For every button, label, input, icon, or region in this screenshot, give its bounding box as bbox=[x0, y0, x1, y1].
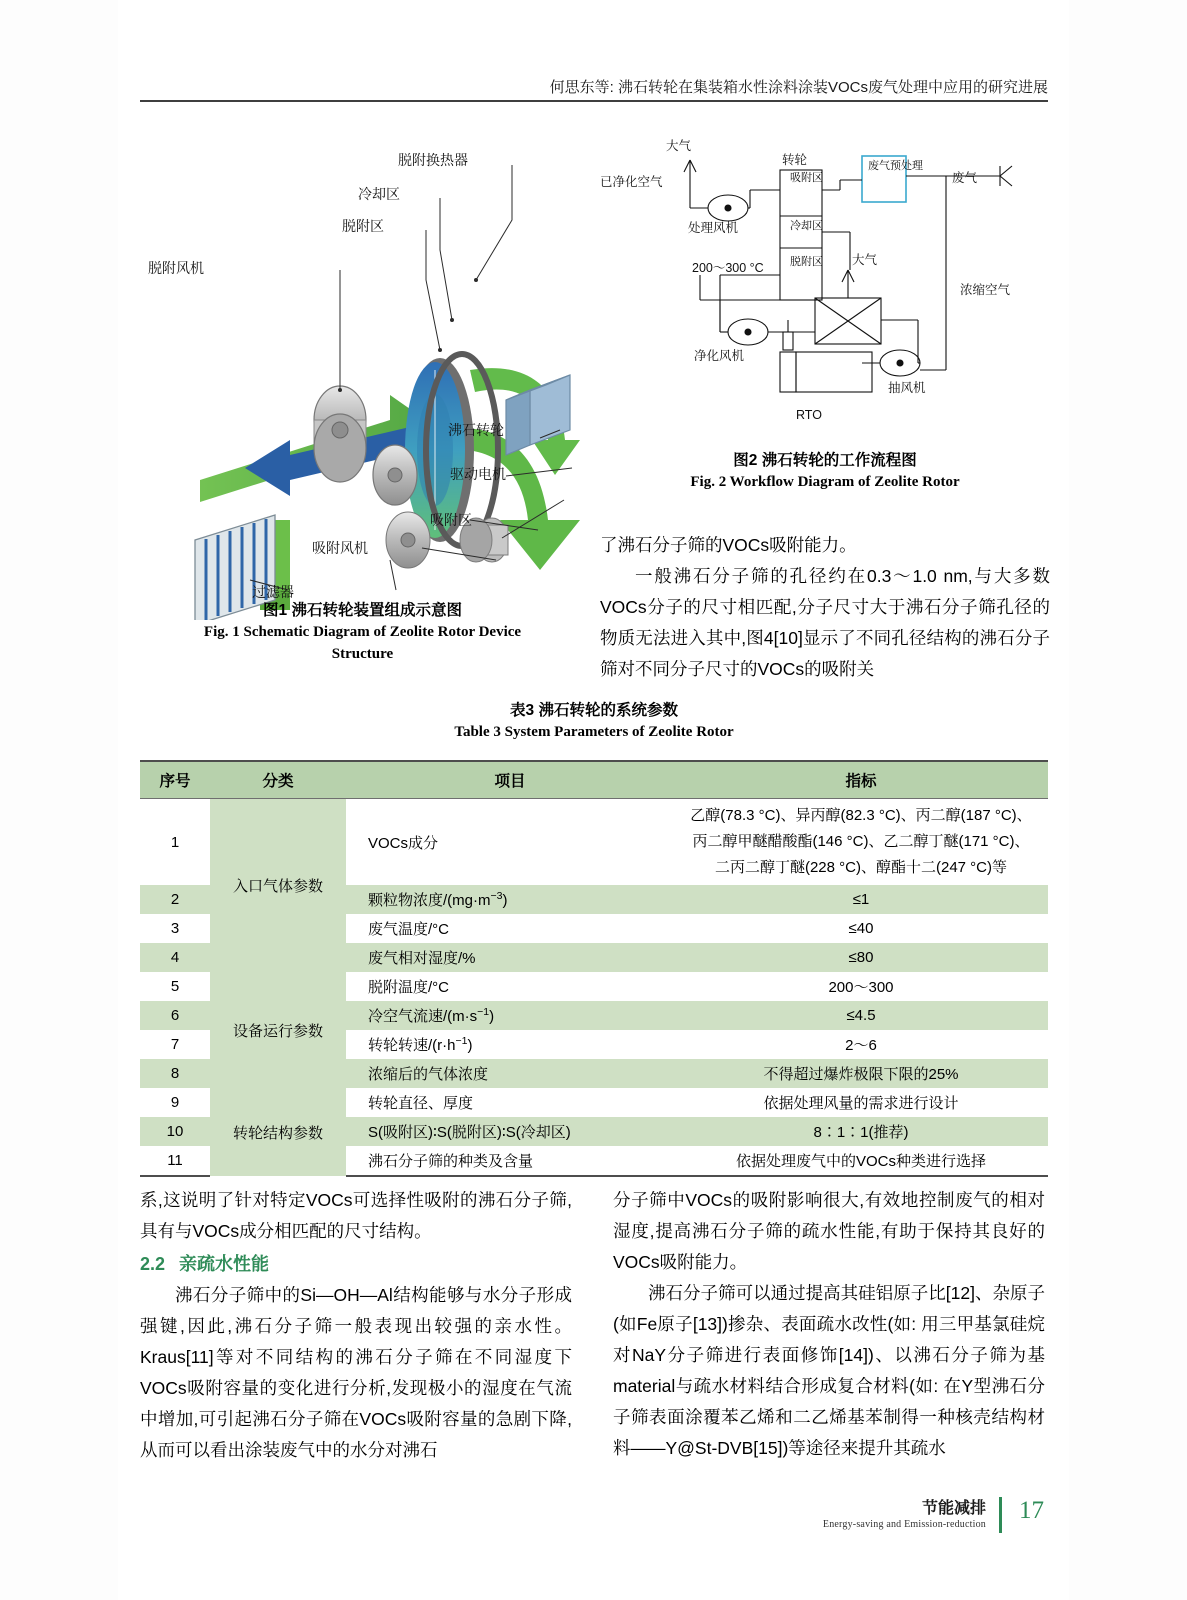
table-row bbox=[140, 799, 1048, 886]
figure-1-caption-en-2: Structure bbox=[331, 646, 394, 663]
cell-no: 4 bbox=[140, 943, 210, 972]
figure1-label-zeolite-rotor: 沸石转轮 bbox=[448, 422, 504, 438]
bottom-right-paragraph-1: 分子筛中VOCs的吸附影响很大,有效地控制废气的相对湿度,提高沸石分子筛的疏水性能,有助于保持其良好的VOCs吸附能力。 bbox=[613, 1190, 1045, 1272]
figure2-label-cooling-zone: 冷却区 bbox=[790, 220, 823, 232]
figure2-label-clean-air: 已净化空气 bbox=[600, 175, 663, 189]
cell-value-line: 丙二醇甲醚醋酸酯(146 °C)、乙二醇丁醚(171 °C)、 bbox=[692, 833, 1030, 850]
table-row bbox=[140, 972, 1048, 1001]
table-3-title bbox=[140, 700, 1048, 744]
figure1-label-cooling-zone: 冷却区 bbox=[358, 186, 400, 202]
cell-value-line: 二丙二醇丁醚(228 °C)、醇酯十二(247 °C)等 bbox=[714, 859, 1008, 876]
section-number: 2.2 bbox=[140, 1254, 166, 1274]
section-title: 亲疏水性能 bbox=[179, 1254, 270, 1274]
cell-no: 7 bbox=[140, 1030, 210, 1059]
figure-2-caption bbox=[600, 450, 1050, 494]
bottom-right-column bbox=[613, 1185, 1045, 1464]
table-row bbox=[140, 1088, 1048, 1117]
page-footer bbox=[700, 1495, 1048, 1555]
figure-1-caption bbox=[140, 600, 585, 666]
cell-value: 依据处理风量的需求进行设计 bbox=[674, 1088, 1048, 1117]
figure2-label-temperature: 200～300 °C bbox=[692, 261, 764, 275]
bottom-left-paragraph-1: 系,这说明了针对特定VOCs可选择性吸附的沸石分子筛,具有与VOCs成分相匹配的尺寸结构。 bbox=[140, 1190, 572, 1241]
cell-no: 6 bbox=[140, 1001, 210, 1030]
figure1-label-filter: 过滤器 bbox=[252, 584, 294, 600]
figure-2-caption-en: Fig. 2 Workflow Diagram of Zeolite Rotor bbox=[690, 474, 960, 491]
cell-no: 3 bbox=[140, 914, 210, 943]
footer-brand-en: Energy-saving and Emission-reduction bbox=[822, 1519, 986, 1530]
running-header: 何思东等: 沸石转轮在集装箱水性涂料涂装VOCs废气处理中应用的研究进展 bbox=[549, 79, 1048, 96]
figure2-label-atmosphere-top: 大气 bbox=[666, 139, 692, 153]
cell-value-line: 乙醇(78.3 °C)、异丙醇(82.3 °C)、丙二醇(187 °C)、 bbox=[690, 807, 1032, 824]
footer-divider bbox=[999, 1497, 1002, 1533]
cell-no: 11 bbox=[140, 1146, 210, 1176]
cell-value bbox=[674, 799, 1048, 886]
figure-1-caption-en-1: Fig. 1 Schematic Diagram of Zeolite Rotor Device bbox=[203, 624, 522, 641]
cell-item: 转轮直径、厚度 bbox=[346, 1088, 674, 1117]
figure2-label-waste-gas: 废气 bbox=[952, 171, 978, 185]
cell-no: 10 bbox=[140, 1117, 210, 1146]
cell-value: 8∶1∶1(推荐) bbox=[674, 1117, 1048, 1146]
cell-no: 8 bbox=[140, 1059, 210, 1088]
cell-item: 废气温度/°C bbox=[346, 914, 674, 943]
figure1-label-adsorption-fan: 吸附风机 bbox=[312, 540, 368, 556]
figure2-label-atmosphere-mid: 大气 bbox=[852, 253, 878, 267]
footer-brand-cn: 节能减排 bbox=[921, 1500, 986, 1517]
figure-1-caption-cn: 图1 沸石转轮装置组成示意图 bbox=[263, 602, 462, 619]
figure1-label-desorption-heat-exchanger: 脱附换热器 bbox=[398, 152, 468, 168]
right-col-paragraph-1: 了沸石分子筛的VOCs吸附能力。 bbox=[600, 535, 857, 555]
cell-no: 5 bbox=[140, 972, 210, 1001]
cell-category-operation: 设备运行参数 bbox=[210, 972, 346, 1088]
cell-item: 浓缩后的气体浓度 bbox=[346, 1059, 674, 1088]
bottom-left-column bbox=[140, 1185, 572, 1466]
cell-category-inlet: 入口气体参数 bbox=[210, 799, 346, 973]
table-3 bbox=[140, 760, 1048, 1177]
cell-item: 废气相对湿度/% bbox=[346, 943, 674, 972]
figure-2-caption-cn: 图2 沸石转轮的工作流程图 bbox=[733, 452, 917, 469]
table-header-row bbox=[140, 761, 1048, 799]
cell-item: 颗粒物浓度$/(mg\cdot m^{-3})$ bbox=[346, 885, 674, 914]
page-number: 17 bbox=[1019, 1497, 1044, 1524]
figure2-label-exhaust-fan: 抽风机 bbox=[888, 381, 926, 395]
cell-value: ≤4.5 bbox=[674, 1001, 1048, 1030]
bottom-left-paragraph-2: 沸石分子筛中的Si—OH—Al结构能够与水分子形成强键,因此,沸石分子筛一般表现出较强的亲水性。Kraus[11]等对不同结构的沸石分子筛在不同湿度下VOCs吸附容量的变化进行分析,发现极小的湿度在气流中增加,可引起沸石分子筛在VOCs吸附容量的急剧下降,从而可以看出涂装废气中的水分对沸石 bbox=[140, 1285, 572, 1460]
figure1-label-desorption-zone: 脱附区 bbox=[342, 218, 384, 234]
cell-item: 沸石分子筛的种类及含量 bbox=[346, 1146, 674, 1176]
table-3-title-cn: 表3 沸石转轮的系统参数 bbox=[510, 702, 678, 719]
table-3-title-en: Table 3 System Parameters of Zeolite Rotor bbox=[454, 724, 734, 741]
table-header-no: 序号 bbox=[140, 761, 210, 799]
figure-1-artwork bbox=[140, 120, 585, 620]
cell-value: 依据处理废气中的VOCs种类进行选择 bbox=[674, 1146, 1048, 1176]
figure1-label-drive-motor: 驱动电机 bbox=[450, 466, 506, 482]
figure-2-artwork bbox=[600, 120, 1050, 450]
figure2-label-concentrated-air: 浓缩空气 bbox=[960, 283, 1011, 297]
figure2-label-process-fan: 处理风机 bbox=[688, 221, 739, 235]
cell-value: ≤40 bbox=[674, 914, 1048, 943]
cell-no: 9 bbox=[140, 1088, 210, 1117]
table-header-value: 指标 bbox=[674, 761, 1048, 799]
cell-value: ≤1 bbox=[674, 885, 1048, 914]
right-col-paragraph-2: 一般沸石分子筛的孔径约在0.3～1.0 nm,与大多数VOCs分子的尺寸相匹配,分子尺寸大于沸石分子筛孔径的物质无法进入其中,图4[10]显示了不同孔径结构的沸石分子筛对不同分子尺寸的VOCs的吸附关 bbox=[600, 566, 1050, 679]
table-header-item: 项目 bbox=[346, 761, 674, 799]
figure2-label-rto: RTO bbox=[796, 408, 822, 422]
cell-value: 2～6 bbox=[674, 1030, 1048, 1059]
figure2-label-rotor: 转轮 bbox=[782, 153, 808, 167]
figure2-label-adsorption-zone: 吸附区 bbox=[790, 172, 823, 184]
figure2-label-purify-fan: 净化风机 bbox=[694, 349, 745, 363]
cell-item: 冷空气流速$/(m\cdot s^{-1})$ bbox=[346, 1001, 674, 1030]
bottom-right-paragraph-2: 沸石分子筛可以通过提高其硅铝原子比[12]、杂原子(如Fe原子[13])掺杂、表面疏水改性(如: 用三甲基氯硅烷对NaY分子筛进行表面修饰[14])、以沸石分子筛为基material与疏水材料结合形成复合材料(如: 在Y型沸石分子筛表面涂覆苯乙烯和二乙烯基苯制得一种核壳结构材料——Y@St-DVB[15])等途径来提升其疏水 bbox=[613, 1283, 1045, 1458]
cell-item: S(吸附区)∶S(脱附区)∶S(冷却区) bbox=[346, 1117, 674, 1146]
figure2-label-desorption-zone: 脱附区 bbox=[790, 256, 823, 268]
header-rule bbox=[140, 100, 1048, 102]
figure1-label-adsorption-zone: 吸附区 bbox=[430, 512, 472, 528]
table-header-category: 分类 bbox=[210, 761, 346, 799]
section-heading-2-2 bbox=[140, 1249, 572, 1280]
cell-no: 2 bbox=[140, 885, 210, 914]
figure2-label-pretreatment: 废气预处理 bbox=[868, 160, 923, 172]
cell-item: VOCs成分 bbox=[346, 799, 674, 886]
cell-item: 转轮转速$/(r\cdot h^{-1})$ bbox=[346, 1030, 674, 1059]
cell-no: 1 bbox=[140, 799, 210, 886]
cell-category-structure: 转轮结构参数 bbox=[210, 1088, 346, 1176]
cell-value: 200～300 bbox=[674, 972, 1048, 1001]
figure1-label-desorption-fan: 脱附风机 bbox=[148, 260, 204, 276]
cell-value: 不得超过爆炸极限下限的25% bbox=[674, 1059, 1048, 1088]
right-column-text bbox=[600, 530, 1050, 685]
cell-value: ≤80 bbox=[674, 943, 1048, 972]
cell-item: 脱附温度/°C bbox=[346, 972, 674, 1001]
